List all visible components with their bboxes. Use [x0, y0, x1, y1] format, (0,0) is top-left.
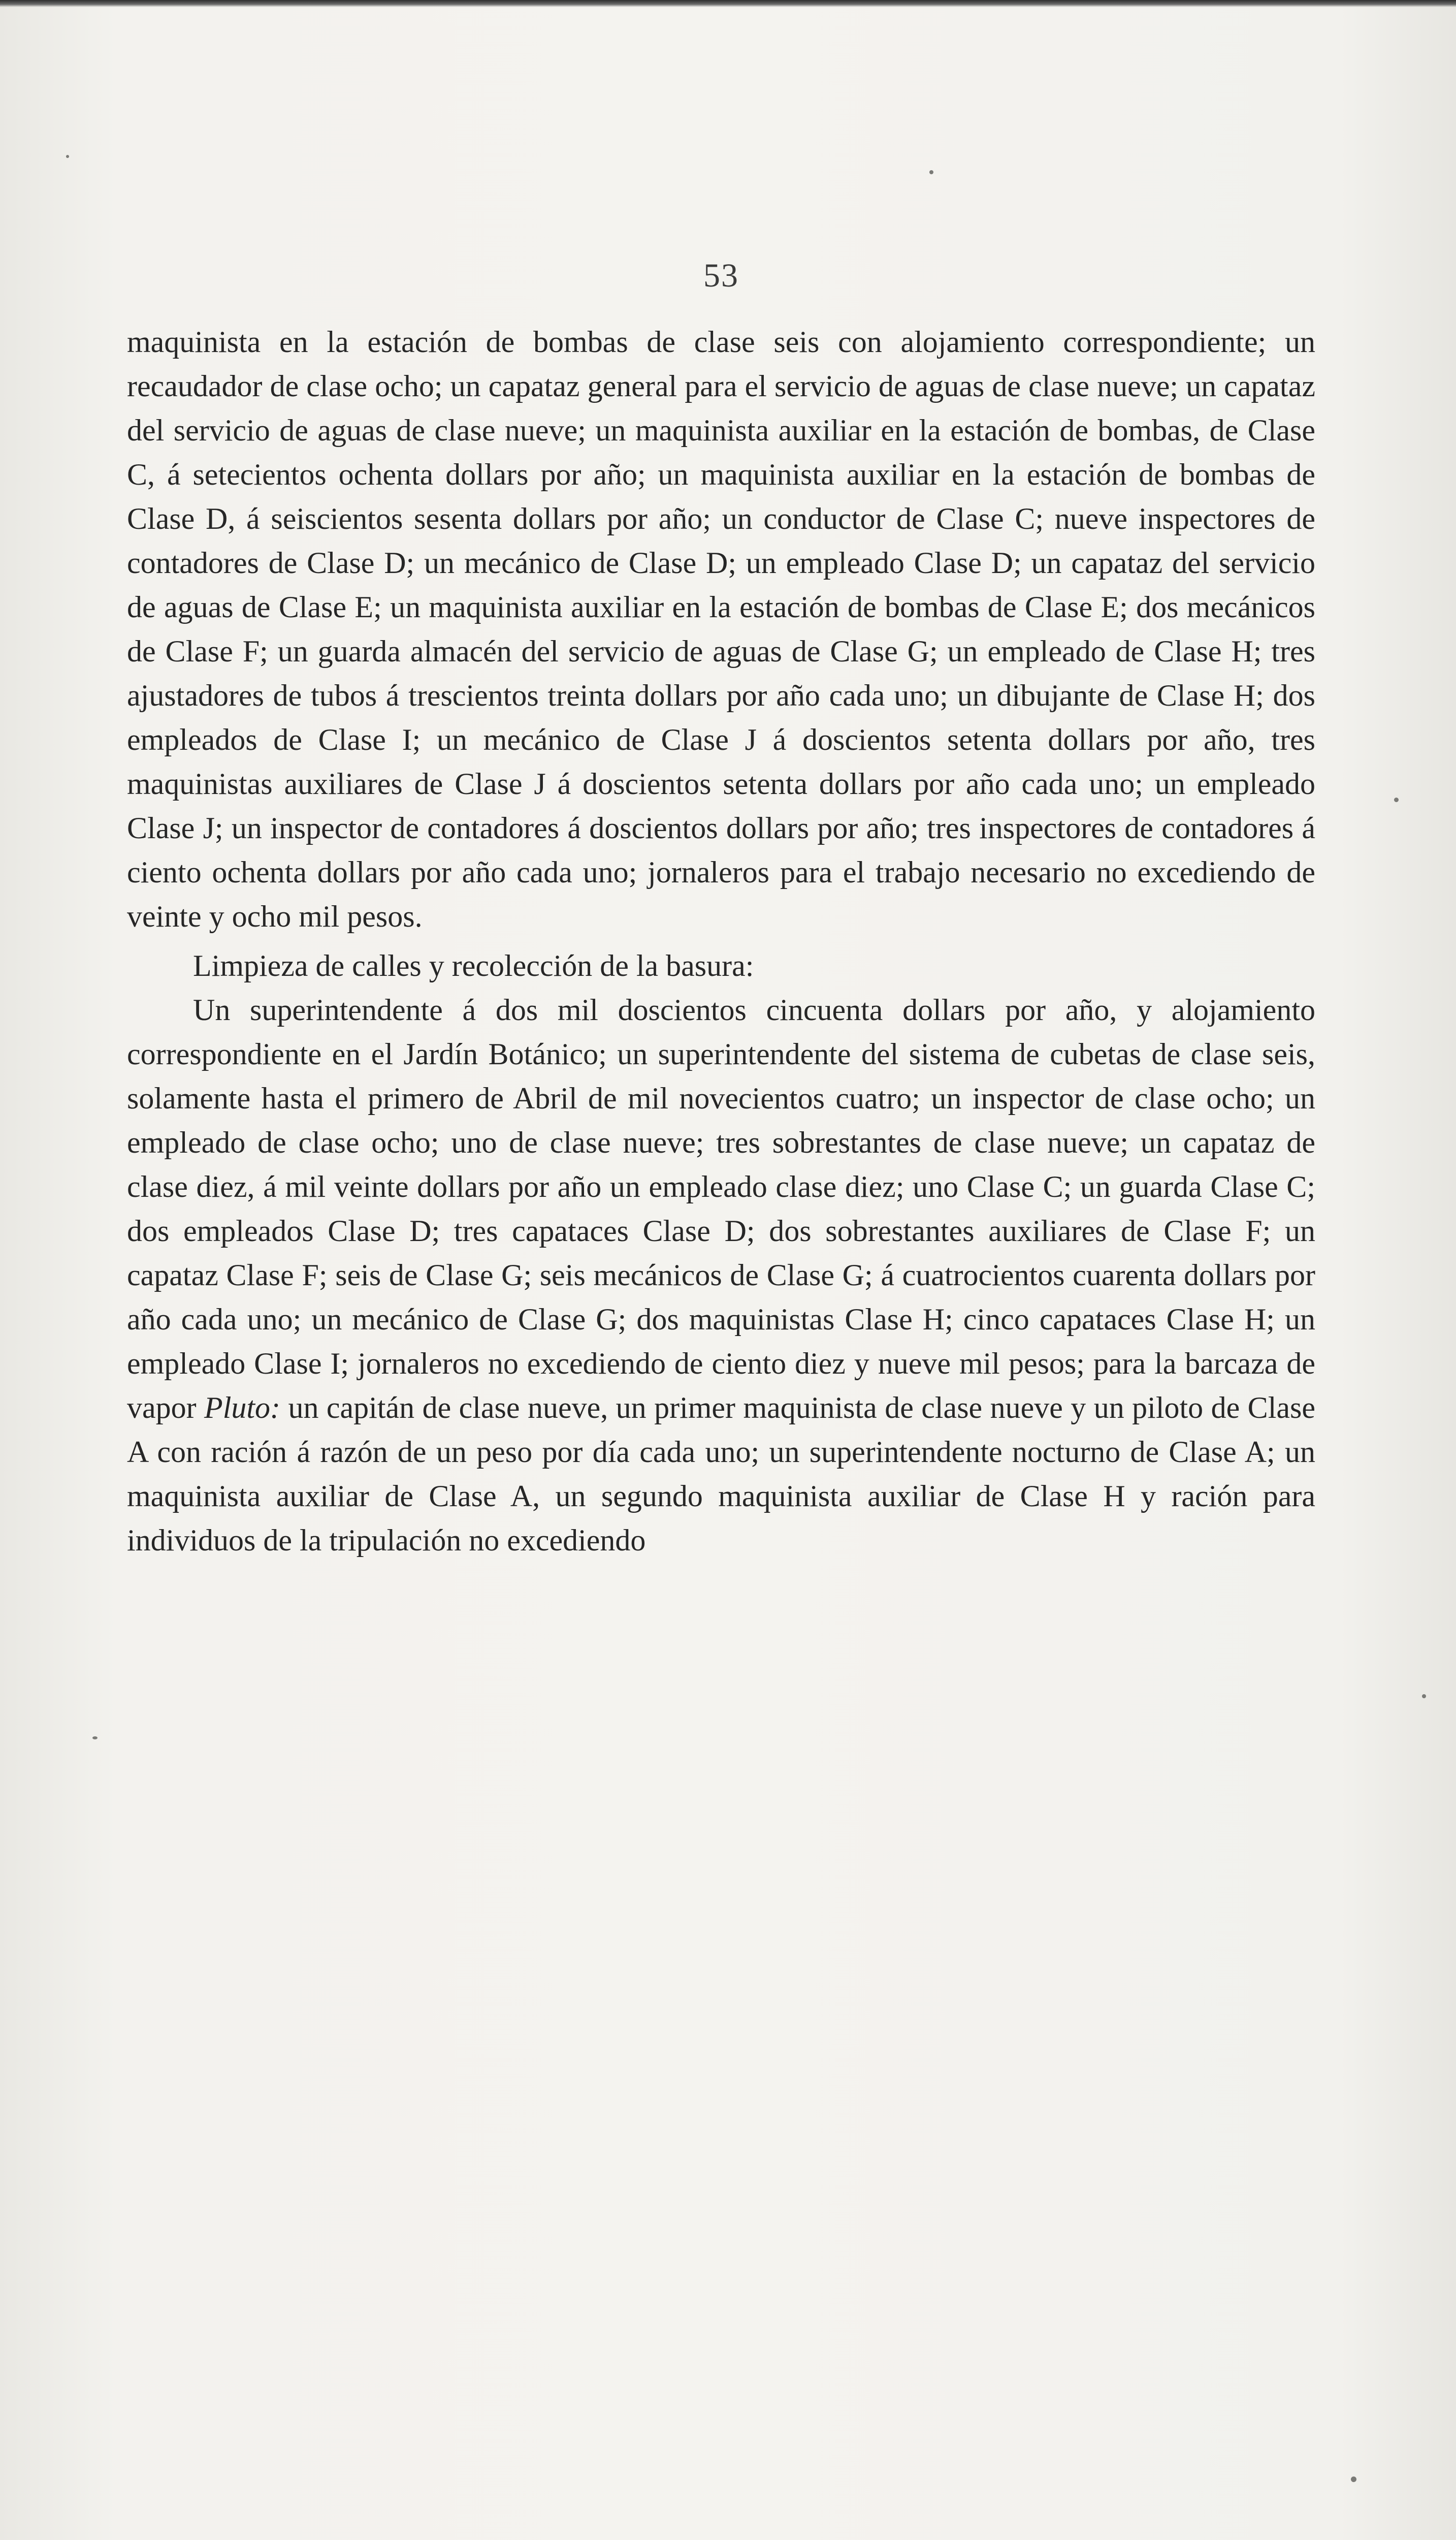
- paragraph-text-after-italic: un capitán de clase nueve, un primer maquinista de clase nueve y un piloto de Clase A con ración á razón de un peso por día cada uno; un superintendente nocturno de Clase A; un maquinista auxiliar de Clase A, un segundo maquinista auxiliar de Clase H y ración para individuos de la tripulación no excediendo: [127, 1391, 1315, 1557]
- section-heading-street-cleaning: Limpieza de calles y recolección de la basura:: [193, 949, 754, 982]
- scan-speck: [1422, 1694, 1426, 1698]
- vessel-name: Pluto:: [204, 1391, 281, 1424]
- scan-speck: [1351, 2476, 1356, 2482]
- paragraph-water-service-positions: maquinista en la estación de bombas de clase seis con alojamiento correspondiente; un recaudador de clase ocho; un capataz general para el servicio de aguas de clase nueve; un capataz del servicio de aguas de clase nueve; un maquinista auxiliar en la estación de bombas, de Clase C, á setecientos ochenta dollars por año; un maquinista auxiliar en la estación de bombas de Clase D, á seiscientos sesenta dollars por año; un conductor de Clase C; nueve inspectores de contadores de Clase D; un mecánico de Clase D; un empleado Clase D; un capataz del servicio de aguas de Clase E; un maquinista auxiliar en la estación de bombas de Clase E; dos mecánicos de Clase F; un guarda almacén del servicio de aguas de Clase G; un empleado de Clase H; tres ajustadores de tubos á trescientos treinta dollars por año cada uno; un dibujante de Clase H; dos empleados de Clase I; un mecánico de Clase J á doscientos setenta dollars por año, tres maquinistas auxiliares de Clase J á doscientos setenta dollars por año cada uno; un empleado Clase J; un inspector de contadores á doscientos dollars por año; tres inspectores de contadores á ciento ochenta dollars por año cada uno; jornaleros para el trabajo necesario no excediendo de veinte y ocho mil pesos.: [127, 325, 1315, 933]
- scan-speck: [92, 1736, 98, 1739]
- scan-speck: [1394, 798, 1399, 802]
- scan-speck: [66, 155, 69, 158]
- paragraph-street-cleaning-positions: [127, 988, 1315, 1563]
- page-number: 53: [703, 257, 739, 294]
- scan-top-edge: [0, 0, 1456, 7]
- body-text: [127, 320, 1315, 1563]
- paragraph-text-before-italic: Un superintendente á dos mil doscientos cincuenta dollars por año, y alojamiento correspondiente en el Jardín Botánico; un superintendente del sistema de cubetas de clase seis, solamente hasta el primero de Abril de mil novecientos cuatro; un inspector de clase ocho; un empleado de clase ocho; uno de clase nueve; tres sobrestantes de clase nueve; un capataz de clase diez, á mil veinte dollars por año un empleado clase diez; uno Clase C; un guarda Clase C; dos empleados Clase D; tres capataces Clase D; dos sobrestantes auxiliares de Clase F; un capataz Clase F; seis de Clase G; seis mecánicos de Clase G; á cuatrocientos cuarenta dollars por año cada uno; un mecánico de Clase G; dos maquinistas Clase H; cinco capataces Clase H; un empleado Clase I; jornaleros no excediendo de ciento diez y nueve mil pesos; para la barcaza de vapor: [127, 993, 1315, 1424]
- scan-speck: [929, 170, 933, 174]
